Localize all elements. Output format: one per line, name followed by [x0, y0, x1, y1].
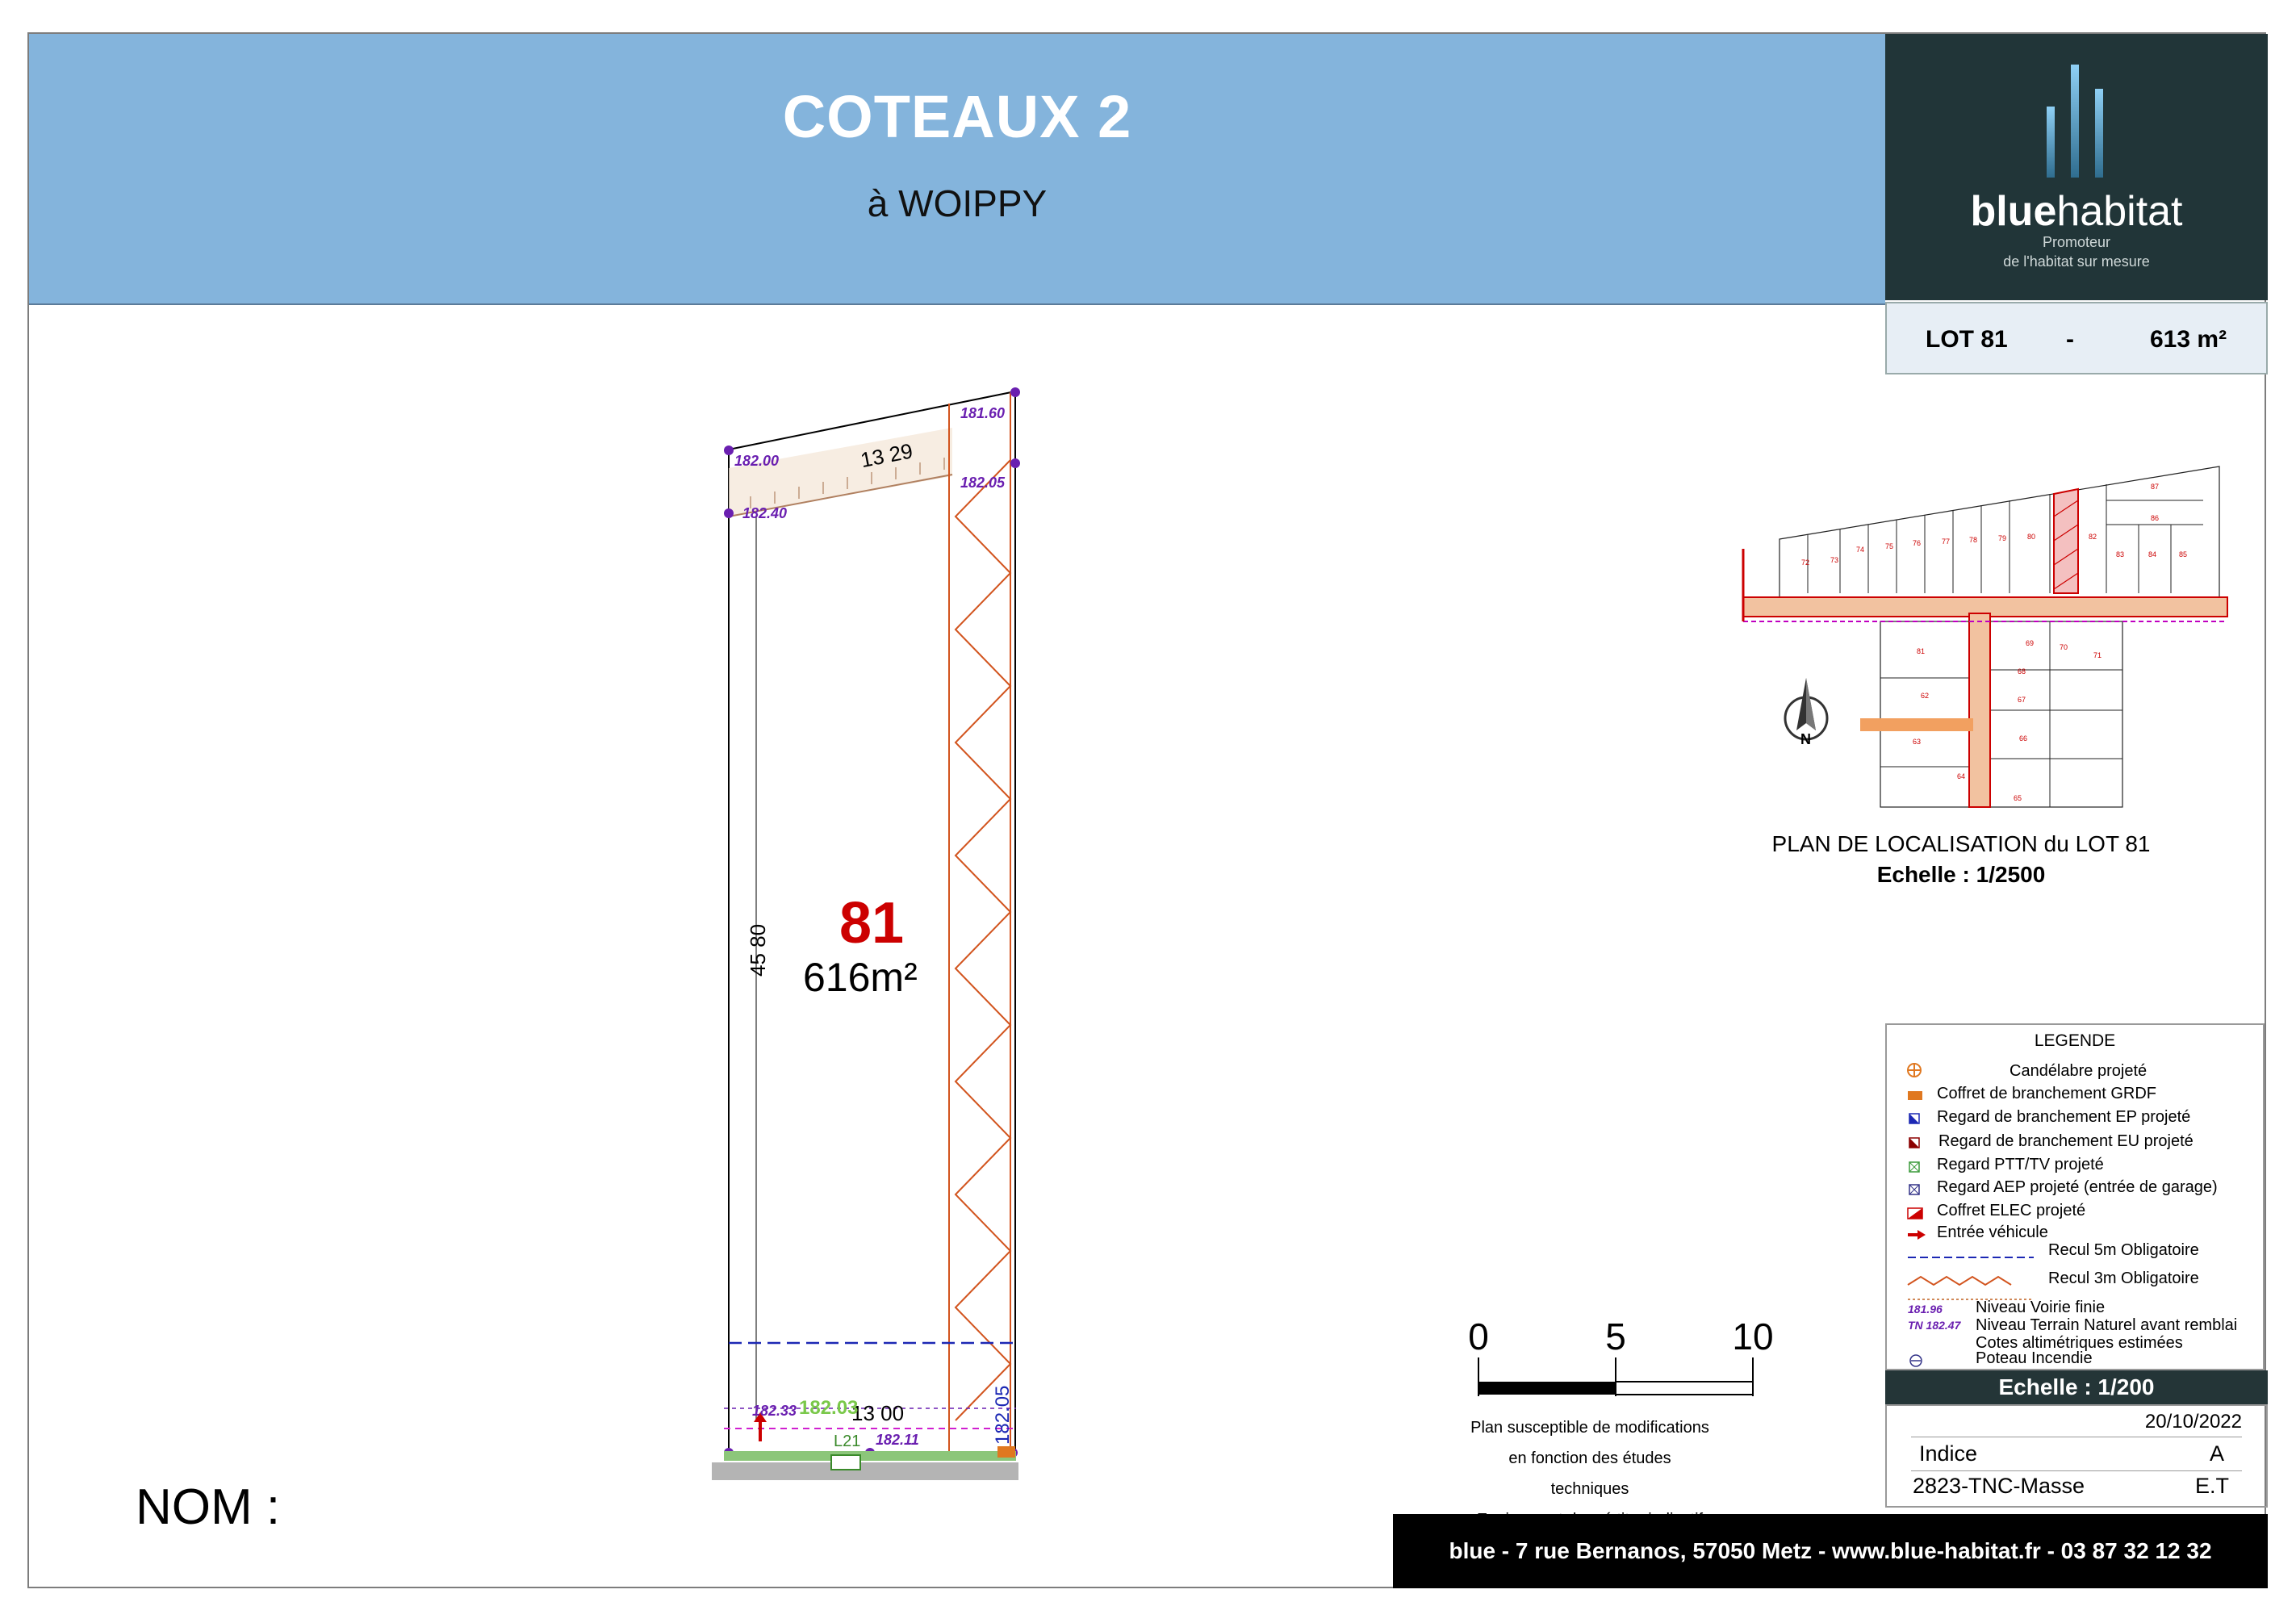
logo-tagline-2: de l'habitat sur mesure: [2003, 253, 2150, 270]
title-banner: [29, 34, 1885, 305]
map-lot-label: 84: [2148, 550, 2157, 558]
map-lot-label: 87: [2151, 483, 2160, 491]
graphic-scale: [1453, 1307, 1775, 1404]
vehicle-entry-icon: [1908, 1230, 1926, 1240]
drawing-author: E.T: [2194, 1474, 2229, 1498]
level-label: 182.00: [734, 453, 780, 469]
map-lot-label: 86: [2151, 514, 2160, 522]
candelabre-icon: [1908, 1064, 1921, 1077]
logo-bars-icon: [2047, 65, 2111, 178]
legend-item: Niveau Voirie finie: [1976, 1299, 2106, 1316]
map-lot-label: 70: [2060, 643, 2068, 651]
blue-habitat-logo: [1885, 34, 2268, 300]
map-lot-label: 65: [2014, 794, 2022, 802]
lot-plan: [694, 379, 1033, 1501]
drawing-reference: 2823-TNC-Masse: [1913, 1474, 2085, 1498]
dim-right: 182.05: [992, 1385, 1014, 1445]
map-lot-label: 78: [1969, 536, 1978, 544]
aep-manhole-icon: [1909, 1185, 1919, 1194]
level-label: 182.05: [960, 475, 1006, 491]
legend-level-sample: 181.96: [1908, 1303, 1943, 1316]
level-label: 181.60: [960, 405, 1006, 421]
legend-item: Niveau Terrain Naturel avant remblai: [1976, 1316, 2238, 1334]
map-lot-label: 83: [2116, 550, 2125, 558]
legend-item: Candélabre projeté: [2010, 1062, 2148, 1080]
map-lot-label: 67: [2018, 696, 2026, 704]
map-lot-label: 69: [2026, 639, 2035, 647]
location-caption: [1719, 831, 2203, 893]
legend-item: Coffret de branchement GRDF: [1937, 1085, 2156, 1102]
legend-item: Poteau Incendie: [1976, 1349, 2093, 1367]
map-lot-label: 80: [2027, 533, 2036, 541]
map-lot-label: 77: [1942, 538, 1951, 546]
legend-item: Regard AEP projeté (entrée de garage): [1937, 1178, 2218, 1196]
project-location: à WOIPPY: [867, 182, 1048, 224]
level-label: 182.03: [799, 1397, 859, 1419]
drawing-scale: Echelle : 1/200: [1885, 1370, 2268, 1404]
fire-hydrant-icon: [1910, 1355, 1922, 1366]
lot-separator: -: [2066, 326, 2074, 353]
location-map: [1719, 452, 2235, 823]
note-line: en fonction des études techniques: [1508, 1449, 1671, 1498]
map-lot-label: 82: [2089, 533, 2097, 541]
map-lot-label: 63: [1913, 738, 1922, 746]
legend-title: LEGENDE: [2034, 1031, 2116, 1050]
north-arrow-icon: [1785, 678, 1827, 747]
logo-tagline: Promoteur: [2042, 234, 2111, 250]
map-lot-label: 72: [1801, 558, 1810, 567]
legend-item: Entrée véhicule: [1937, 1224, 2048, 1241]
project-title: COTEAUX 2: [782, 83, 1132, 150]
dim-side: 45 80: [746, 923, 770, 977]
lot-area: 613 m²: [2150, 326, 2227, 353]
map-lot-label: 79: [1998, 534, 2007, 542]
ep-manhole-icon: [1909, 1114, 1919, 1123]
map-lot-label: 81: [1917, 647, 1926, 655]
location-title: PLAN DE LOCALISATION du LOT 81: [1771, 831, 2151, 856]
map-lot-label: 74: [1856, 546, 1865, 554]
name-field-label: NOM :: [136, 1479, 281, 1535]
legend-item: Regard de branchement EP projeté: [1937, 1108, 2191, 1126]
legend-item: Coffret ELEC projeté: [1937, 1202, 2086, 1219]
map-lot-label: 71: [2093, 651, 2102, 659]
map-lot-label: 62: [1921, 692, 1930, 700]
map-lot-label: 64: [1957, 772, 1966, 780]
lot-summary: [1885, 302, 2268, 374]
lot-label: LOT 81: [1926, 326, 2008, 353]
svg-text:N: N: [1800, 731, 1811, 747]
lamp-label: L21: [834, 1433, 861, 1450]
logo-brand: bluehabitat: [1970, 188, 2183, 235]
map-lot-label: 76: [1913, 539, 1922, 547]
legend: [1885, 1023, 2265, 1370]
map-lot-label: 68: [2018, 667, 2026, 676]
ptt-manhole-icon: [1909, 1162, 1919, 1172]
indice-value: A: [2209, 1441, 2224, 1466]
level-label: 182.40: [742, 505, 788, 521]
legend-item: Recul 3m Obligatoire: [2048, 1270, 2199, 1287]
lot-number: 81: [839, 891, 905, 956]
level-label: 182.11: [876, 1432, 919, 1448]
map-lot-label: 75: [1885, 542, 1894, 550]
recul-3m-icon: [1908, 1277, 2011, 1285]
title-block: [1885, 1404, 2268, 1508]
eu-manhole-icon: [1909, 1138, 1919, 1148]
legend-tn-sample: TN 182.47: [1908, 1319, 1961, 1332]
legend-item: Regard PTT/TV projeté: [1937, 1156, 2104, 1173]
legend-item: Recul 5m Obligatoire: [2048, 1241, 2199, 1259]
grdf-box-icon: [1908, 1091, 1922, 1100]
footer-contact: blue - 7 rue Bernanos, 57050 Metz - www.blue-habitat.fr - 03 87 32 12 32: [1393, 1514, 2268, 1588]
location-scale: Echelle : 1/2500: [1876, 862, 2046, 887]
level-label: 182.33: [752, 1403, 797, 1419]
dim-top: 13 29: [858, 438, 915, 473]
scale-label: 10: [1732, 1316, 1774, 1357]
indice-label: Indice: [1919, 1441, 1978, 1466]
scale-label: 0: [1468, 1316, 1489, 1357]
lot-area-label: 616m²: [803, 955, 918, 1000]
legend-item: Regard de branchement EU projeté: [1938, 1132, 2194, 1150]
map-lot-label: 73: [1830, 556, 1839, 564]
scale-label: 5: [1605, 1316, 1626, 1357]
elec-box-icon: [1908, 1208, 1922, 1219]
dim-bottom: 13 00: [851, 1401, 905, 1425]
map-lot-label: 66: [2019, 734, 2028, 742]
legend-item: Cotes altimétriques estimées: [1976, 1334, 2183, 1352]
drawing-date: 20/10/2022: [2144, 1411, 2242, 1433]
map-lot-label: 85: [2179, 550, 2188, 558]
note-line: Plan susceptible de modifications: [1470, 1419, 1709, 1437]
